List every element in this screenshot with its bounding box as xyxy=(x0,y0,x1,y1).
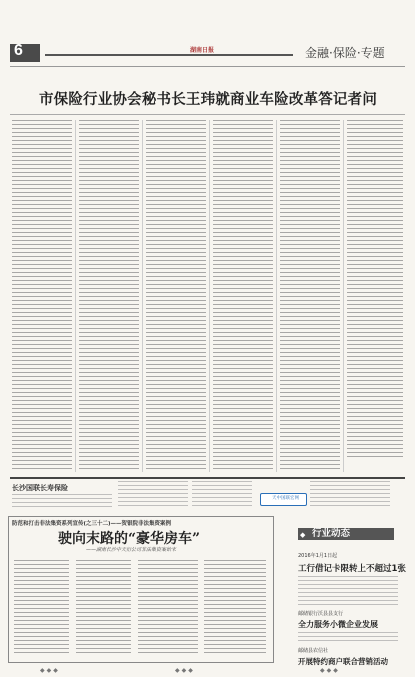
main-story-column-3 xyxy=(146,120,206,472)
footer-ornament: ◆◆◆ xyxy=(175,667,195,674)
item2-kicker: 邮储银行沃县县支行 xyxy=(298,611,344,617)
feature-column-4 xyxy=(204,560,266,655)
page-number: 6 xyxy=(14,42,23,59)
feature-column-3 xyxy=(138,560,198,655)
main-story-column-6 xyxy=(347,120,403,460)
header-bottom-rule xyxy=(10,66,405,67)
masthead: 湖南日报 xyxy=(190,47,215,54)
main-story-column-5 xyxy=(280,120,340,472)
item3-headline: 开展特约商户联合营销活动 xyxy=(298,657,388,666)
column-rule xyxy=(343,120,344,472)
column-rule xyxy=(75,120,76,472)
item2-headline: 全力服务小微企业发展 xyxy=(298,620,378,629)
column-rule xyxy=(276,120,277,472)
feature-subhead: ——湖南长沙中天衍公司非法集资案始末 xyxy=(86,547,177,553)
column-rule xyxy=(209,120,210,472)
ad-band-rule xyxy=(10,477,405,479)
item1-date: 2016年1月1日起 xyxy=(298,553,338,559)
main-story-column-4 xyxy=(213,120,273,472)
main-headline: 市保险行业协会秘书长王玮就商业车险改革答记者问 xyxy=(38,92,378,108)
ad-banner-text: 天中国联宏网 xyxy=(272,496,299,501)
ad-text xyxy=(12,494,112,510)
main-story-column-2 xyxy=(79,120,139,472)
column-rule xyxy=(142,120,143,472)
feature-kicker: 防范和打击非法集资系列宣传(之三十二)——贺银院非法集资案例 xyxy=(12,521,172,527)
item1-text xyxy=(298,576,398,606)
feature-column-1 xyxy=(14,560,69,655)
diamond-icon: ◆ xyxy=(300,531,306,539)
header-rule xyxy=(45,54,293,56)
footer-ornament: ◆◆◆ xyxy=(320,667,340,674)
industry-news-label: 行业动态 xyxy=(312,528,351,539)
item1-headline: 工行借记卡限转上不超过1张 xyxy=(298,564,406,574)
main-story-column-1 xyxy=(12,120,72,472)
ad-title: 长沙国联长寿保险 xyxy=(12,483,68,492)
section-title: 金融·保险·专题 xyxy=(305,46,385,60)
feature-headline: 驶向末路的“豪华房车” xyxy=(58,531,201,547)
ad-text xyxy=(310,481,390,509)
headline-rule xyxy=(10,114,405,115)
footer-ornament: ◆◆◆ xyxy=(40,667,60,674)
feature-column-2 xyxy=(76,560,131,655)
ad-text xyxy=(192,481,252,509)
item2-text xyxy=(298,632,398,644)
item3-kicker: 邮储县农信社 xyxy=(298,648,329,654)
ad-text xyxy=(118,481,188,509)
